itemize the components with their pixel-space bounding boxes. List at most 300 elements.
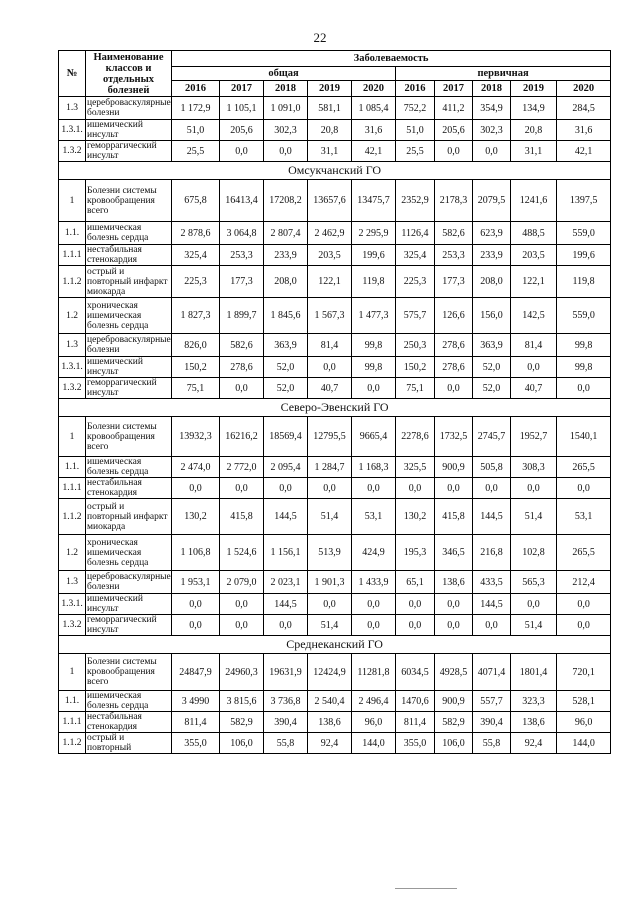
total-value: 1 091,0	[264, 97, 308, 120]
primary-value: 411,2	[435, 97, 473, 120]
primary-value: 99,8	[557, 334, 611, 357]
primary-value: 2178,3	[435, 180, 473, 222]
total-value: 20,8	[308, 120, 352, 141]
total-value: 17208,2	[264, 180, 308, 222]
section-title: Северо-Эвенский ГО	[59, 399, 611, 417]
row-name: хроническая ишемическая болезнь сердца	[86, 298, 172, 334]
total-value: 130,2	[172, 499, 220, 535]
row-code: 1.3.1.	[59, 120, 86, 141]
total-value: 582,6	[220, 334, 264, 357]
total-value: 3 815,6	[220, 691, 264, 712]
primary-value: 1470,6	[396, 691, 435, 712]
table-row	[59, 180, 611, 222]
primary-value: 0,0	[396, 594, 435, 615]
primary-value: 0,0	[473, 615, 511, 636]
total-value: 1 172,9	[172, 97, 220, 120]
primary-value: 720,1	[557, 654, 611, 691]
row-name: геморрагический инсульт	[86, 378, 172, 399]
primary-value: 811,4	[396, 712, 435, 733]
total-value: 0,0	[264, 478, 308, 499]
total-value: 2 807,4	[264, 222, 308, 245]
primary-value: 623,9	[473, 222, 511, 245]
header-year-total-2016: 2016	[172, 81, 220, 97]
total-value: 24960,3	[220, 654, 264, 691]
row-name: ишемическая болезнь сердца	[86, 457, 172, 478]
total-value: 0,0	[352, 615, 396, 636]
primary-value: 528,1	[557, 691, 611, 712]
total-value: 31,1	[308, 141, 352, 162]
total-value: 9665,4	[352, 417, 396, 457]
total-value: 1 524,6	[220, 535, 264, 571]
row-code: 1.1.1	[59, 478, 86, 499]
total-value: 55,8	[264, 733, 308, 754]
row-code: 1	[59, 654, 86, 691]
row-name: нестабильная стенокардия	[86, 478, 172, 499]
section-title: Омсукчанский ГО	[59, 162, 611, 180]
header-morbidity: Заболеваемость	[172, 51, 611, 67]
total-value: 811,4	[172, 712, 220, 733]
primary-value: 0,0	[435, 478, 473, 499]
total-value: 52,0	[264, 378, 308, 399]
primary-value: 1801,4	[511, 654, 557, 691]
total-value: 13475,7	[352, 180, 396, 222]
table-row	[59, 245, 611, 266]
primary-value: 505,8	[473, 457, 511, 478]
header-year-primary-2018: 2018	[473, 81, 511, 97]
total-value: 675,8	[172, 180, 220, 222]
total-value: 0,0	[220, 141, 264, 162]
total-value: 0,0	[172, 478, 220, 499]
total-value: 203,5	[308, 245, 352, 266]
total-value: 12424,9	[308, 654, 352, 691]
table-row	[59, 691, 611, 712]
primary-value: 150,2	[396, 357, 435, 378]
total-value: 0,0	[264, 141, 308, 162]
total-value: 208,0	[264, 266, 308, 298]
total-value: 0,0	[352, 594, 396, 615]
total-value: 2 023,1	[264, 571, 308, 594]
row-code: 1.1.	[59, 457, 86, 478]
total-value: 2 772,0	[220, 457, 264, 478]
primary-value: 20,8	[511, 120, 557, 141]
primary-value: 177,3	[435, 266, 473, 298]
total-value: 0,0	[352, 378, 396, 399]
primary-value: 122,1	[511, 266, 557, 298]
primary-value: 346,5	[435, 535, 473, 571]
primary-value: 0,0	[557, 378, 611, 399]
primary-value: 752,2	[396, 97, 435, 120]
primary-value: 253,3	[435, 245, 473, 266]
row-code: 1	[59, 417, 86, 457]
primary-value: 212,4	[557, 571, 611, 594]
total-value: 106,0	[220, 733, 264, 754]
primary-value: 2278,6	[396, 417, 435, 457]
total-value: 144,5	[264, 499, 308, 535]
total-value: 0,0	[264, 615, 308, 636]
primary-value: 99,8	[557, 357, 611, 378]
total-value: 581,1	[308, 97, 352, 120]
primary-value: 130,2	[396, 499, 435, 535]
total-value: 363,9	[264, 334, 308, 357]
primary-value: 559,0	[557, 298, 611, 334]
primary-value: 96,0	[557, 712, 611, 733]
total-value: 582,9	[220, 712, 264, 733]
row-name: острый и повторный инфаркт миокарда	[86, 499, 172, 535]
primary-value: 119,8	[557, 266, 611, 298]
primary-value: 42,1	[557, 141, 611, 162]
total-value: 19631,9	[264, 654, 308, 691]
primary-value: 134,9	[511, 97, 557, 120]
table-row	[59, 266, 611, 298]
primary-value: 900,9	[435, 457, 473, 478]
row-name: Болезни системы кровообращения всего	[86, 180, 172, 222]
table-row	[59, 457, 611, 478]
primary-value: 199,6	[557, 245, 611, 266]
primary-value: 278,6	[435, 357, 473, 378]
total-value: 42,1	[352, 141, 396, 162]
total-value: 1 477,3	[352, 298, 396, 334]
primary-value: 195,3	[396, 535, 435, 571]
header-name: Наименование классов и отдельных болезней	[86, 51, 172, 97]
primary-value: 559,0	[557, 222, 611, 245]
table-row	[59, 712, 611, 733]
primary-value: 1732,5	[435, 417, 473, 457]
total-value: 16216,2	[220, 417, 264, 457]
total-value: 2 878,6	[172, 222, 220, 245]
primary-value: 52,0	[473, 357, 511, 378]
total-value: 0,0	[308, 478, 352, 499]
primary-value: 138,6	[511, 712, 557, 733]
total-value: 0,0	[308, 357, 352, 378]
primary-value: 0,0	[435, 141, 473, 162]
total-value: 205,6	[220, 120, 264, 141]
primary-value: 144,0	[557, 733, 611, 754]
primary-value: 144,5	[473, 594, 511, 615]
table-row	[59, 535, 611, 571]
primary-value: 106,0	[435, 733, 473, 754]
primary-value: 0,0	[396, 615, 435, 636]
total-value: 31,6	[352, 120, 396, 141]
header-primary: первичная	[396, 67, 611, 81]
primary-value: 302,3	[473, 120, 511, 141]
primary-value: 0,0	[557, 615, 611, 636]
row-code: 1.1.	[59, 222, 86, 245]
row-name: ишемическая болезнь сердца	[86, 691, 172, 712]
table-row	[59, 417, 611, 457]
primary-value: 233,9	[473, 245, 511, 266]
total-value: 92,4	[308, 733, 352, 754]
total-value: 1 106,8	[172, 535, 220, 571]
section-row	[59, 636, 611, 654]
primary-value: 205,6	[435, 120, 473, 141]
primary-value: 102,8	[511, 535, 557, 571]
primary-value: 4071,4	[473, 654, 511, 691]
total-value: 0,0	[172, 615, 220, 636]
total-value: 0,0	[220, 378, 264, 399]
primary-value: 6034,5	[396, 654, 435, 691]
total-value: 0,0	[220, 478, 264, 499]
primary-value: 81,4	[511, 334, 557, 357]
primary-value: 55,8	[473, 733, 511, 754]
section-title: Среднеканский ГО	[59, 636, 611, 654]
primary-value: 92,4	[511, 733, 557, 754]
total-value: 11281,8	[352, 654, 396, 691]
primary-value: 0,0	[511, 357, 557, 378]
total-value: 2 474,0	[172, 457, 220, 478]
total-value: 144,0	[352, 733, 396, 754]
primary-value: 31,1	[511, 141, 557, 162]
primary-value: 216,8	[473, 535, 511, 571]
header-year-primary-2017: 2017	[435, 81, 473, 97]
row-code: 1	[59, 180, 86, 222]
table-row	[59, 334, 611, 357]
bottom-mark	[395, 888, 457, 889]
total-value: 177,3	[220, 266, 264, 298]
primary-value: 308,3	[511, 457, 557, 478]
primary-value: 390,4	[473, 712, 511, 733]
row-name: геморрагический инсульт	[86, 615, 172, 636]
total-value: 1 105,1	[220, 97, 264, 120]
row-name: ишемическая болезнь сердца	[86, 222, 172, 245]
total-value: 75,1	[172, 378, 220, 399]
table-row	[59, 733, 611, 754]
total-value: 1 901,3	[308, 571, 352, 594]
primary-value: 156,0	[473, 298, 511, 334]
row-code: 1.1.2	[59, 266, 86, 298]
total-value: 0,0	[172, 594, 220, 615]
primary-value: 225,3	[396, 266, 435, 298]
primary-value: 0,0	[511, 478, 557, 499]
row-code: 1.3	[59, 571, 86, 594]
total-value: 253,3	[220, 245, 264, 266]
row-code: 1.1.1	[59, 712, 86, 733]
row-name: ишемический инсульт	[86, 120, 172, 141]
primary-value: 488,5	[511, 222, 557, 245]
primary-value: 1397,5	[557, 180, 611, 222]
primary-value: 900,9	[435, 691, 473, 712]
total-value: 2 095,4	[264, 457, 308, 478]
total-value: 150,2	[172, 357, 220, 378]
primary-value: 51,0	[396, 120, 435, 141]
primary-value: 355,0	[396, 733, 435, 754]
table-row	[59, 222, 611, 245]
total-value: 13932,3	[172, 417, 220, 457]
total-value: 99,8	[352, 334, 396, 357]
header-year-total-2019: 2019	[308, 81, 352, 97]
primary-value: 284,5	[557, 97, 611, 120]
primary-value: 325,4	[396, 245, 435, 266]
total-value: 1 827,3	[172, 298, 220, 334]
total-value: 0,0	[220, 615, 264, 636]
header-year-primary-2020: 2020	[557, 81, 611, 97]
primary-value: 323,3	[511, 691, 557, 712]
primary-value: 575,7	[396, 298, 435, 334]
primary-value: 138,6	[435, 571, 473, 594]
total-value: 1 899,7	[220, 298, 264, 334]
total-value: 52,0	[264, 357, 308, 378]
total-value: 1 168,3	[352, 457, 396, 478]
total-value: 1 433,9	[352, 571, 396, 594]
table-row	[59, 97, 611, 120]
total-value: 53,1	[352, 499, 396, 535]
row-code: 1.3.2	[59, 378, 86, 399]
table-row	[59, 615, 611, 636]
row-name: ишемический инсульт	[86, 357, 172, 378]
total-value: 513,9	[308, 535, 352, 571]
primary-value: 0,0	[396, 478, 435, 499]
row-name: Болезни системы кровообращения всего	[86, 654, 172, 691]
row-name: цереброваскулярные болезни	[87, 572, 171, 592]
total-value: 13657,6	[308, 180, 352, 222]
table-row	[59, 357, 611, 378]
row-name: хроническая ишемическая болезнь сердца	[86, 535, 172, 571]
row-code: 1.1.2	[59, 733, 86, 754]
primary-value: 0,0	[557, 594, 611, 615]
total-value: 225,3	[172, 266, 220, 298]
total-value: 138,6	[308, 712, 352, 733]
total-value: 2 295,9	[352, 222, 396, 245]
row-code: 1.3.2	[59, 615, 86, 636]
total-value: 3 736,8	[264, 691, 308, 712]
primary-value: 4928,5	[435, 654, 473, 691]
total-value: 25,5	[172, 141, 220, 162]
primary-value: 363,9	[473, 334, 511, 357]
row-code: 1.2	[59, 298, 86, 334]
primary-value: 278,6	[435, 334, 473, 357]
total-value: 199,6	[352, 245, 396, 266]
total-value: 1 284,7	[308, 457, 352, 478]
total-value: 415,8	[220, 499, 264, 535]
total-value: 278,6	[220, 357, 264, 378]
total-value: 96,0	[352, 712, 396, 733]
total-value: 424,9	[352, 535, 396, 571]
header-total: общая	[172, 67, 396, 81]
total-value: 325,4	[172, 245, 220, 266]
primary-value: 0,0	[435, 615, 473, 636]
row-code: 1.3.1.	[59, 594, 86, 615]
total-value: 144,5	[264, 594, 308, 615]
total-value: 0,0	[308, 594, 352, 615]
row-code: 1.1.	[59, 691, 86, 712]
header-num: №	[59, 51, 86, 97]
total-value: 12795,5	[308, 417, 352, 457]
row-name: Болезни системы кровообращения всего	[86, 417, 172, 457]
row-code: 1.3.2	[59, 141, 86, 162]
total-value: 3 4990	[172, 691, 220, 712]
primary-value: 1126,4	[396, 222, 435, 245]
total-value: 0,0	[220, 594, 264, 615]
header-year-primary-2019: 2019	[511, 81, 557, 97]
total-value: 119,8	[352, 266, 396, 298]
primary-value: 0,0	[473, 141, 511, 162]
row-name: геморрагический инсульт	[86, 141, 172, 162]
total-value: 51,4	[308, 499, 352, 535]
total-value: 81,4	[308, 334, 352, 357]
total-value: 2 462,9	[308, 222, 352, 245]
primary-value: 415,8	[435, 499, 473, 535]
primary-value: 354,9	[473, 97, 511, 120]
primary-value: 126,6	[435, 298, 473, 334]
primary-value: 0,0	[511, 594, 557, 615]
row-name: цереброваскулярные болезни	[87, 98, 171, 118]
row-code: 1.3.1.	[59, 357, 86, 378]
total-value: 18569,4	[264, 417, 308, 457]
page-number: 22	[313, 30, 327, 45]
total-value: 51,0	[172, 120, 220, 141]
primary-value: 265,5	[557, 457, 611, 478]
primary-value: 582,9	[435, 712, 473, 733]
total-value: 233,9	[264, 245, 308, 266]
total-value: 2 079,0	[220, 571, 264, 594]
total-value: 2 540,4	[308, 691, 352, 712]
row-name: цереброваскулярные болезни	[87, 335, 171, 355]
total-value: 24847,9	[172, 654, 220, 691]
table-row	[59, 654, 611, 691]
table-row	[59, 298, 611, 334]
primary-value: 142,5	[511, 298, 557, 334]
table-row	[59, 571, 611, 594]
primary-value: 557,7	[473, 691, 511, 712]
total-value: 826,0	[172, 334, 220, 357]
total-value: 355,0	[172, 733, 220, 754]
total-value: 40,7	[308, 378, 352, 399]
primary-value: 433,5	[473, 571, 511, 594]
primary-value: 582,6	[435, 222, 473, 245]
total-value: 99,8	[352, 357, 396, 378]
row-code: 1.3	[59, 334, 86, 357]
primary-value: 75,1	[396, 378, 435, 399]
total-value: 1 567,3	[308, 298, 352, 334]
row-code: 1.2	[59, 535, 86, 571]
row-name: нестабильная стенокардия	[86, 245, 172, 266]
morbidity-table	[58, 50, 611, 754]
primary-value: 65,1	[396, 571, 435, 594]
primary-value: 2352,9	[396, 180, 435, 222]
table-row	[59, 594, 611, 615]
primary-value: 53,1	[557, 499, 611, 535]
total-value: 1 156,1	[264, 535, 308, 571]
row-name: нестабильная стенокардия	[86, 712, 172, 733]
row-name: острый и повторный	[86, 733, 172, 754]
total-value: 302,3	[264, 120, 308, 141]
total-value: 1 953,1	[172, 571, 220, 594]
primary-value: 52,0	[473, 378, 511, 399]
section-row	[59, 162, 611, 180]
primary-value: 51,4	[511, 615, 557, 636]
header-year-primary-2016: 2016	[396, 81, 435, 97]
primary-value: 208,0	[473, 266, 511, 298]
primary-value: 265,5	[557, 535, 611, 571]
table-row	[59, 478, 611, 499]
total-value: 2 496,4	[352, 691, 396, 712]
total-value: 51,4	[308, 615, 352, 636]
primary-value: 0,0	[557, 478, 611, 499]
row-name: ишемический инсульт	[86, 594, 172, 615]
primary-value: 51,4	[511, 499, 557, 535]
primary-value: 144,5	[473, 499, 511, 535]
table-row	[59, 141, 611, 162]
primary-value: 1540,1	[557, 417, 611, 457]
total-value: 1 845,6	[264, 298, 308, 334]
primary-value: 40,7	[511, 378, 557, 399]
total-value: 16413,4	[220, 180, 264, 222]
total-value: 1 085,4	[352, 97, 396, 120]
primary-value: 1241,6	[511, 180, 557, 222]
primary-value: 325,5	[396, 457, 435, 478]
primary-value: 0,0	[435, 378, 473, 399]
primary-value: 0,0	[435, 594, 473, 615]
primary-value: 250,3	[396, 334, 435, 357]
